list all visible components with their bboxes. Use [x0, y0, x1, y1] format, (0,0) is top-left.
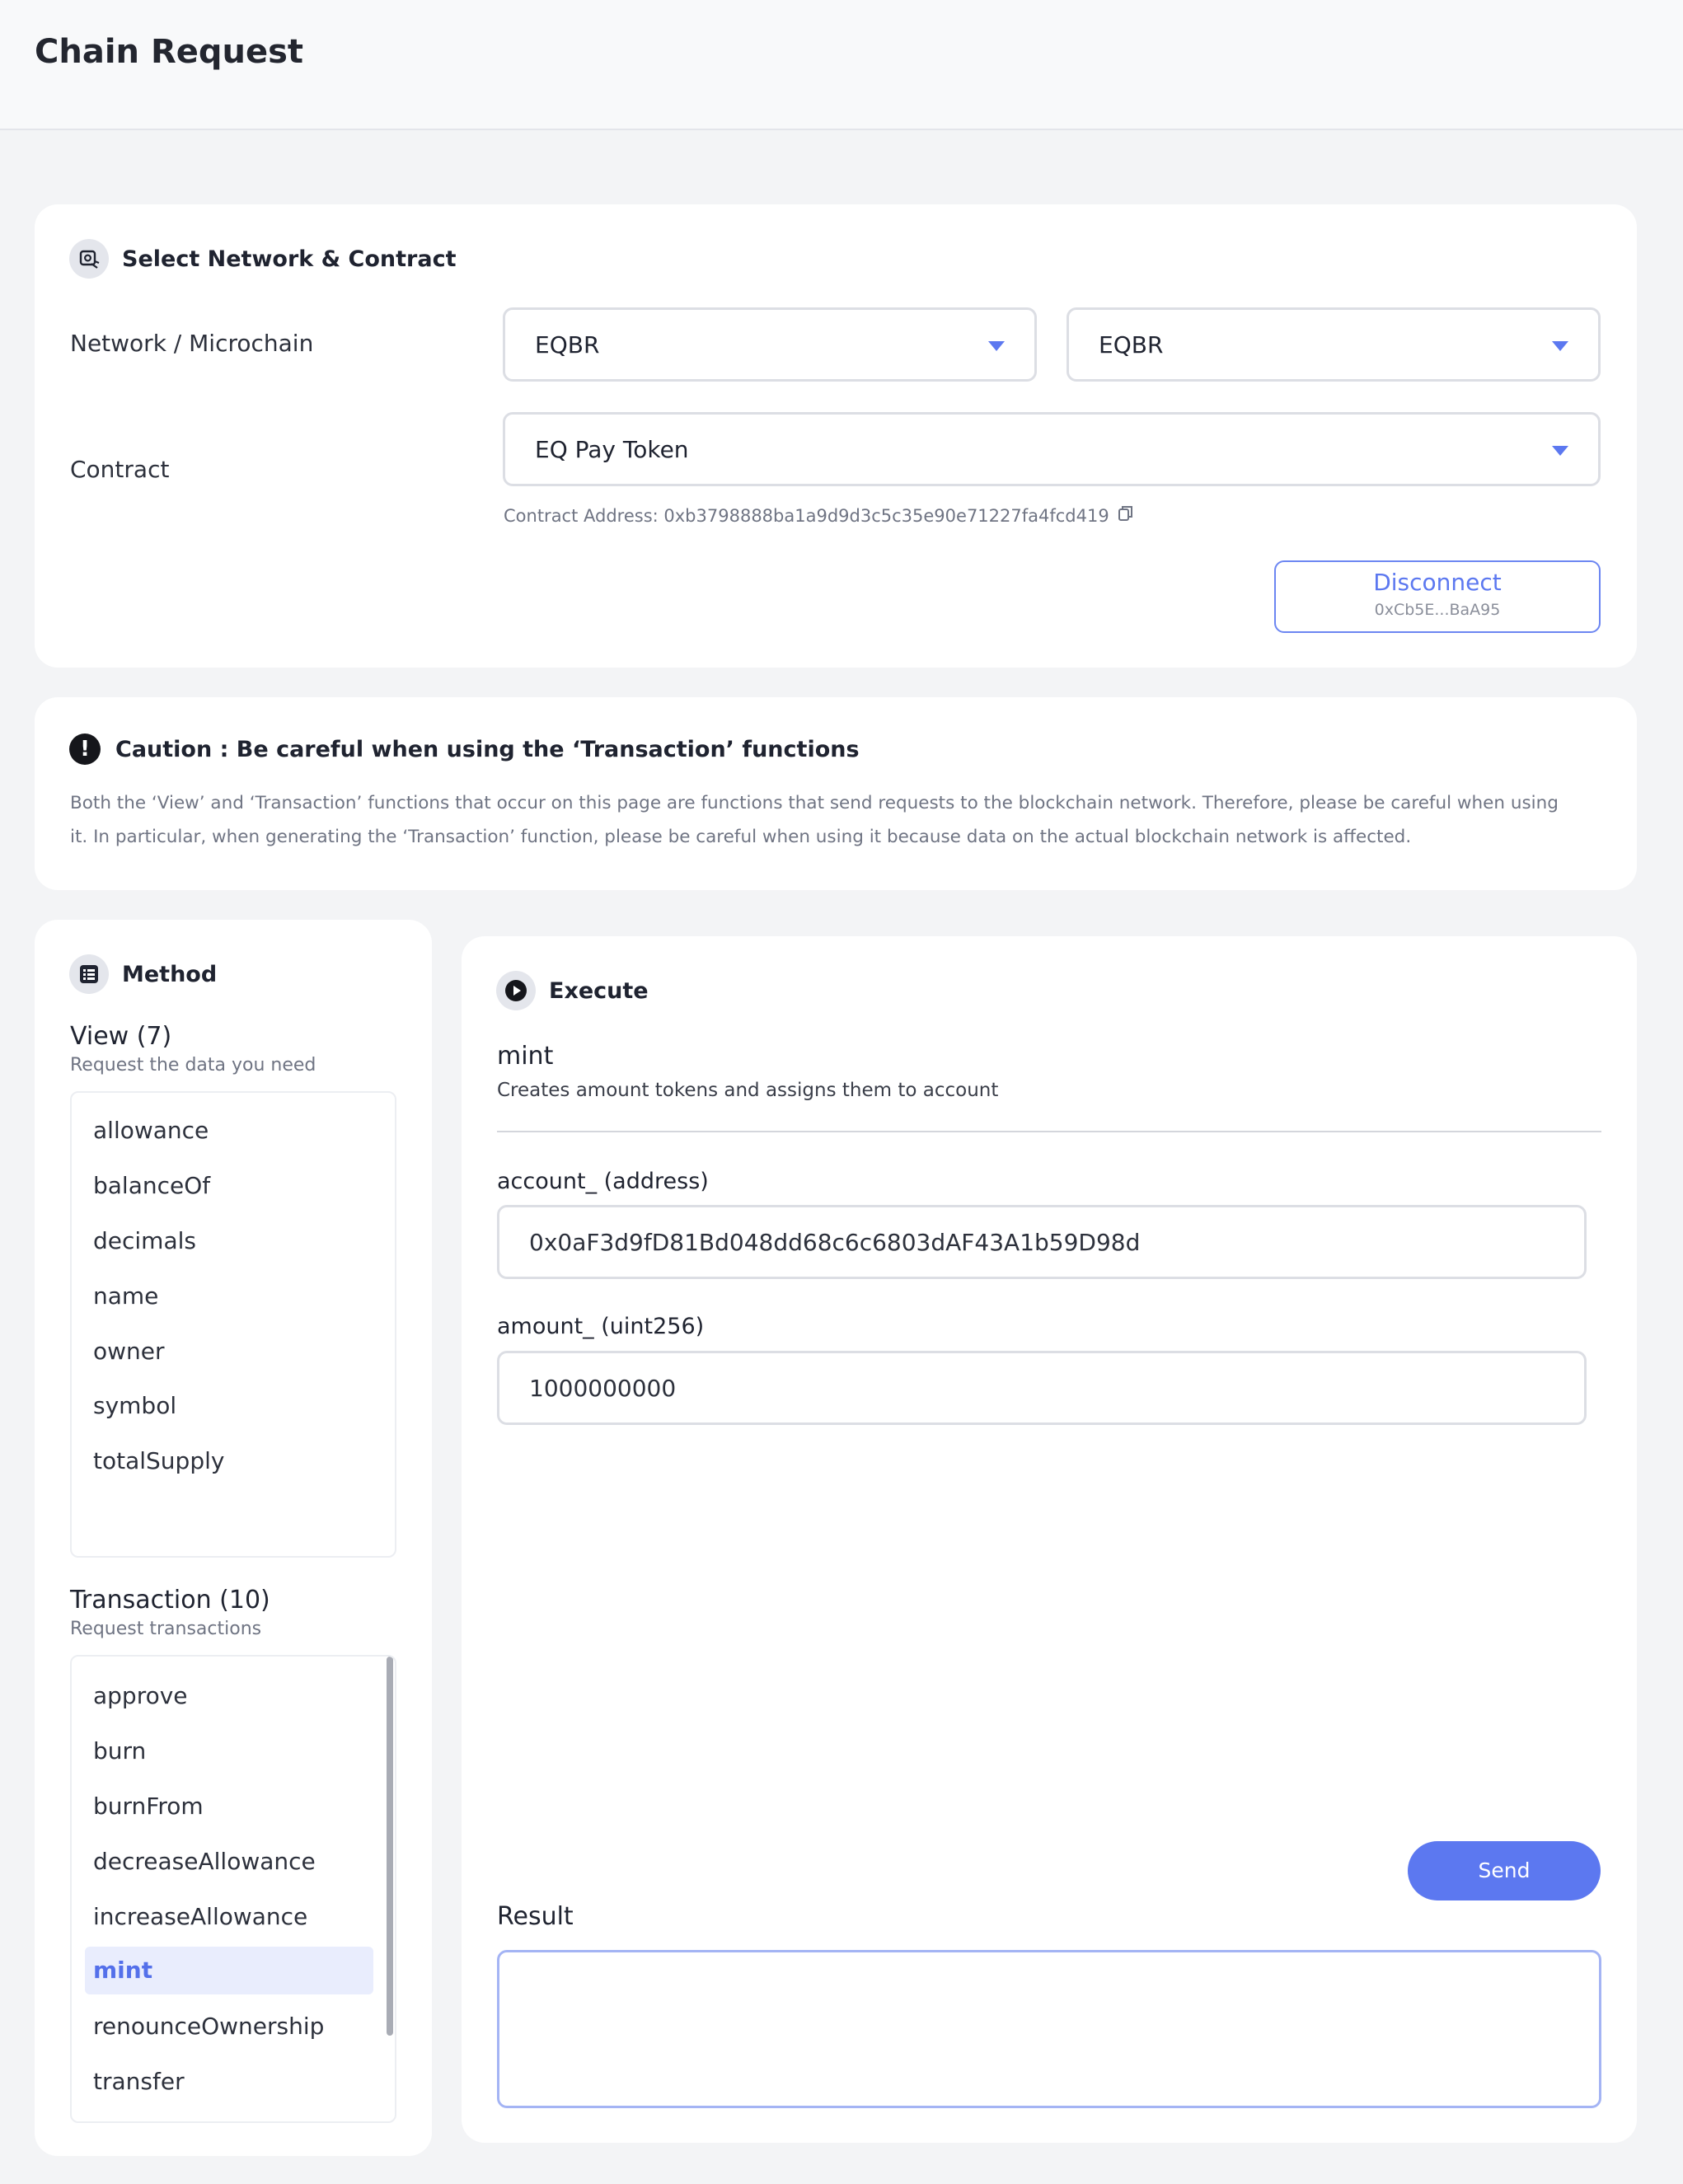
function-name: mint	[497, 1042, 554, 1071]
view-method-item[interactable]: decimals	[93, 1227, 196, 1254]
list-icon	[69, 954, 109, 994]
page-title: Chain Request	[35, 33, 304, 71]
contract-select-value: EQ Pay Token	[535, 435, 689, 463]
account-input-value: 0x0aF3d9fD81Bd048dd68c6c6803dAF43A1b59D98d	[529, 1228, 1141, 1256]
amount-input-value: 1000000000	[529, 1374, 677, 1402]
microchain-select-value: EQBR	[1099, 330, 1164, 359]
method-header	[69, 954, 217, 994]
view-method-item[interactable]: symbol	[93, 1392, 177, 1419]
caution-header	[69, 733, 860, 765]
transaction-method-item[interactable]: transfer	[93, 2068, 185, 2095]
method-card	[35, 920, 432, 2156]
contract-label: Contract	[70, 456, 170, 483]
function-description: Creates amount tokens and assigns them to account	[497, 1080, 999, 1101]
divider	[497, 1131, 1601, 1132]
wallet-address: 0xCb5E...BaA95	[1374, 601, 1501, 619]
copy-icon[interactable]	[1118, 504, 1134, 527]
amount-input[interactable]	[497, 1351, 1587, 1425]
view-method-item[interactable]: owner	[93, 1338, 165, 1365]
method-title: Method	[122, 961, 218, 987]
network-section-title: Select Network & Contract	[122, 246, 457, 272]
caution-card	[35, 697, 1637, 890]
transaction-method-item-selected[interactable]: mint	[85, 1947, 373, 1994]
view-method-item[interactable]: balanceOf	[93, 1172, 211, 1199]
execute-title: Execute	[549, 977, 649, 1004]
disconnect-button[interactable]	[1274, 560, 1601, 633]
execute-header	[496, 971, 649, 1010]
warning-icon: !	[69, 733, 101, 765]
execute-card	[462, 936, 1637, 2143]
play-icon	[496, 971, 536, 1010]
list-scrollbar[interactable]	[387, 1657, 393, 2036]
contract-icon	[69, 239, 109, 279]
transaction-method-item[interactable]: increaseAllowance	[93, 1903, 308, 1930]
disconnect-label: Disconnect	[1373, 569, 1502, 596]
contract-address-row	[504, 504, 1134, 527]
transaction-method-item[interactable]: decreaseAllowance	[93, 1848, 316, 1875]
contract-select[interactable]	[503, 412, 1601, 486]
amount-param-label: amount_ (uint256)	[497, 1314, 705, 1339]
transaction-method-item[interactable]: renounceOwnership	[93, 2013, 325, 2040]
transaction-method-item[interactable]: burn	[93, 1737, 147, 1765]
view-method-list[interactable]	[70, 1091, 396, 1558]
transaction-method-item[interactable]: approve	[93, 1682, 188, 1709]
view-method-item[interactable]: allowance	[93, 1117, 209, 1144]
network-select-value: EQBR	[535, 330, 600, 359]
send-button[interactable]: Send	[1408, 1841, 1601, 1900]
account-param-label: account_ (address)	[497, 1169, 709, 1194]
account-input[interactable]	[497, 1205, 1587, 1279]
transaction-method-list[interactable]	[70, 1655, 396, 2123]
view-method-item[interactable]: totalSupply	[93, 1447, 225, 1474]
result-label: Result	[497, 1902, 574, 1931]
contract-address: Contract Address: 0xb3798888ba1a9d9d3c5c35e90e71227fa4fcd419	[504, 505, 1109, 526]
view-section-subtitle: Request the data you need	[70, 1055, 316, 1076]
microchain-select[interactable]	[1067, 307, 1601, 382]
network-label: Network / Microchain	[70, 330, 314, 357]
chevron-down-icon	[988, 341, 1005, 351]
chevron-down-icon	[1552, 446, 1568, 456]
transaction-section-title: Transaction (10)	[70, 1586, 270, 1615]
result-box[interactable]	[497, 1950, 1601, 2108]
network-select[interactable]	[503, 307, 1037, 382]
caution-title: Caution : Be careful when using the ‘Transaction’ functions	[115, 736, 860, 762]
top-bar	[0, 0, 1683, 130]
transaction-method-item[interactable]: burnFrom	[93, 1793, 204, 1820]
view-method-item[interactable]: name	[93, 1282, 159, 1310]
chevron-down-icon	[1552, 341, 1568, 351]
network-contract-card	[35, 204, 1637, 668]
transaction-section-subtitle: Request transactions	[70, 1619, 262, 1639]
caution-text-line-1: Both the ‘View’ and ‘Transaction’ functions that occur on this page are functions that send requests to the blockchain network. Therefore, please be careful when using	[70, 793, 1559, 813]
caution-text-line-2: it. In particular, when generating the ‘Transaction’ function, please be careful when using it because data on the actual blockchain network is affected.	[70, 827, 1412, 847]
network-section-header	[69, 239, 457, 279]
view-section-title: View (7)	[70, 1022, 172, 1051]
